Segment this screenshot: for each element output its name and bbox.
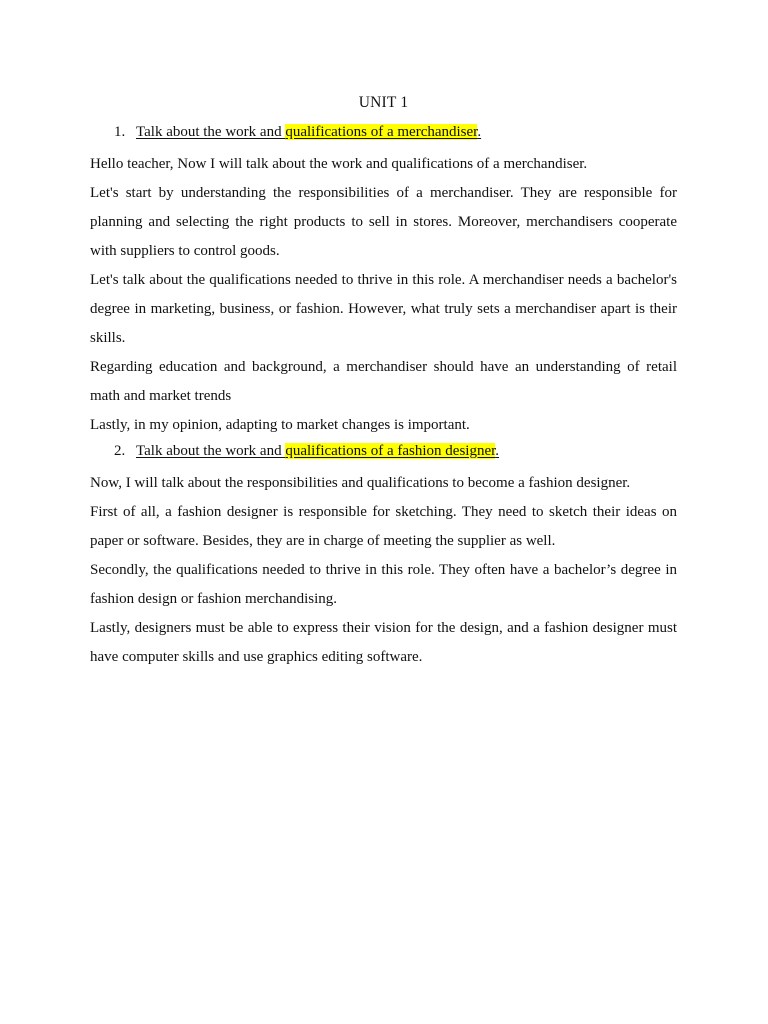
section-2-paragraph: Secondly, the qualifications needed to thrive in this role. They often have a bachelor’s degree in fashion design or fashion merchandising. — [90, 562, 677, 607]
section-2-paragraph: Lastly, designers must be able to express their vision for the design, and a fashion designer must have computer skills and use graphics editing software. — [90, 620, 677, 665]
section-2-heading-tail: . — [495, 443, 500, 459]
section-2-heading-plain: Talk about the work and — [136, 443, 286, 459]
section-2-heading-highlight: qualifications of a fashion designer — [285, 443, 496, 459]
section-1-paragraph: Hello teacher, Now I will talk about the work and qualifications of a merchandiser. — [90, 156, 588, 172]
section-2-heading — [90, 440, 677, 462]
section-1-number: 1. — [114, 124, 126, 140]
section-2-paragraph: First of all, a fashion designer is responsible for sketching. They need to sketch their ideas on paper or software. Besides, they are in charge of meeting the supplier as well. — [90, 504, 677, 549]
page-title: UNIT 1 — [358, 94, 409, 111]
section-1-heading-highlight: qualifications of a merchandiser — [285, 124, 478, 140]
section-1-heading-tail: . — [477, 124, 482, 140]
section-1-paragraph: Let's start by understanding the responsibilities of a merchandiser. They are responsible for planning and selecting the right products to sell in stores. Moreover, merchandisers cooperate with suppliers to control goods. — [90, 185, 677, 259]
section-1-heading-text — [136, 124, 481, 140]
document-page — [90, 92, 677, 672]
section-2-paragraph: Now, I will talk about the responsibilities and qualifications to become a fashion designer. — [90, 475, 631, 491]
section-1-paragraph: Lastly, in my opinion, adapting to market changes is important. — [90, 417, 470, 433]
section-1-heading — [90, 121, 677, 143]
section-1-paragraph: Regarding education and background, a merchandiser should have an understanding of retail math and market trends — [90, 359, 677, 404]
section-1-heading-plain: Talk about the work and — [136, 124, 286, 140]
section-2-heading-text — [136, 443, 499, 459]
section-2-number: 2. — [114, 443, 126, 459]
section-1-paragraph: Let's talk about the qualifications needed to thrive in this role. A merchandiser needs a bachelor's degree in marketing, business, or fashion. However, what truly sets a merchandiser apart is their skills. — [90, 272, 677, 346]
